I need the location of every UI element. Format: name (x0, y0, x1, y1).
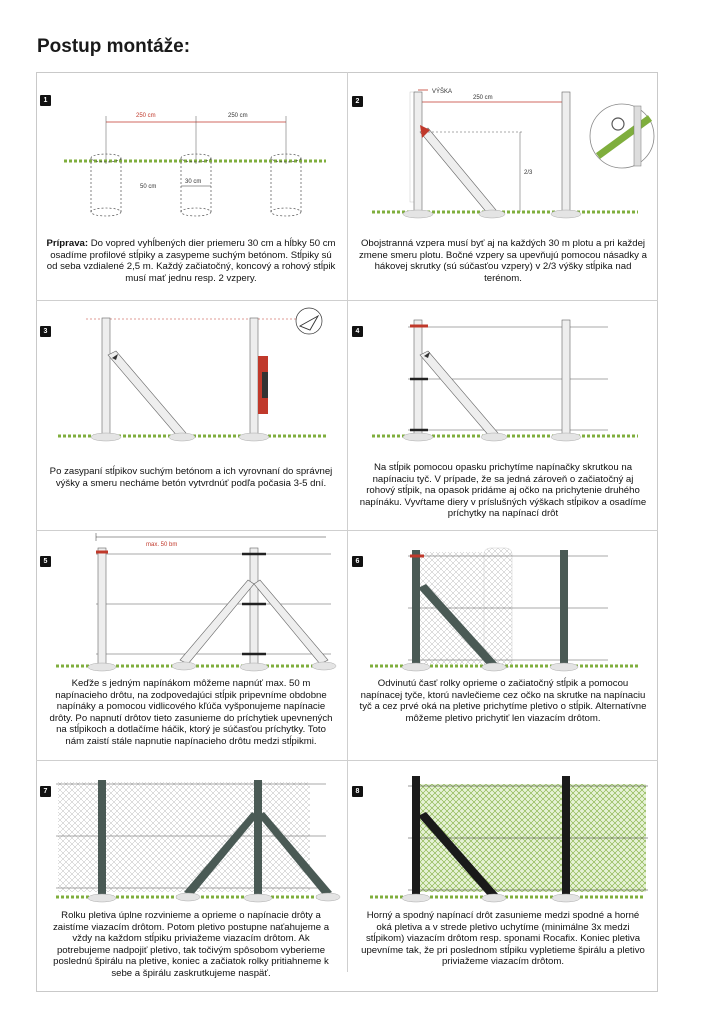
step-7-illustration (36, 760, 346, 920)
step-6-number: 6 (352, 556, 363, 567)
step-2-dist-label: 250 cm (473, 95, 493, 101)
step-4-illustration (348, 300, 658, 460)
step-2-ratio-label: 2/3 (524, 170, 533, 176)
page-title: Postup montáže: (37, 36, 191, 57)
step-2-panel (348, 72, 658, 300)
step-8-number: 8 (352, 786, 363, 797)
step-8-illustration (348, 760, 658, 920)
step-4-caption: Na stĺpik pomocou opasku prichytíme napínačky skrutkou na napínaciu tyč. V prípade, že sa jedná zároveň o začiatočný aj rohový stĺpik, na opasok pridáme aj očko na prichytenie druhého napínáku. Vyvŕtame diery v príslušných výškach stĺpikov a osadíme príchytky na napínací drôt (359, 462, 647, 519)
step-1-caption-text: Do vopred vyhĺbených dier priemeru 30 cm a hĺbky 50 cm osadíme profilové stĺpiky a zasypeme suchým betónom. Stĺpiky sú od seba vzdialené 2,5 m. Každý začiatočný, koncový a rohový stĺpik musí mať jednu resp. 2 vzpery. (46, 238, 336, 284)
step-1-hole-width: 30 cm (185, 179, 202, 185)
step-2-number: 2 (352, 96, 363, 107)
step-3-caption: Po zasypaní stĺpikov suchým betónom a ich vyrovnaní do správnej výšky a smeru necháme betón vytvrdnúť podľa počasia 3-5 dní. (49, 466, 333, 489)
step-8-panel (348, 760, 658, 992)
step-5-illustration (36, 530, 346, 690)
step-1-depth: 50 cm (140, 184, 157, 190)
step-5-panel (36, 530, 346, 760)
step-1-dist-b: 250 cm (228, 113, 248, 119)
step-5-number: 5 (40, 556, 51, 567)
step-2-caption: Obojstranná vzpera musí byť aj na každých 30 m plotu a pri každej zmene smeru plotu. Bočné vzpery sa upevňujú pomocou násadky a hákovej skrutky (sú súčasťou vzpery) v 2/3 výšky stĺpika nad terénom. (359, 238, 647, 284)
step-1-caption-bold: Príprava: (46, 238, 89, 249)
step-4-panel (348, 300, 658, 530)
step-2-height-label: VÝŠKA (432, 89, 453, 95)
step-7-caption: Rolku pletiva úplne rozvinieme a oprieme o napínacie drôty a zaistíme viazacím drôtom. Potom pletivo postupne naťahujeme a vždy na každom stĺpiku priviažeme viazacím drôtom. Ak potrebujeme nadpojiť pletivo, tak točivým spôsobom vyberieme poslednú špirálu na pletive, koniec a začiatok rolky pritiahneme k sebe a špirálu zaskrutkujeme naspäť. (52, 910, 330, 979)
step-7-number: 7 (40, 786, 51, 797)
step-3-number: 3 (40, 326, 51, 337)
step-1-caption (46, 238, 336, 284)
step-1-number: 1 (40, 95, 51, 106)
step-1-illustration (36, 72, 346, 232)
step-1-panel (36, 72, 346, 300)
step-3-illustration (36, 300, 346, 460)
step-4-number: 4 (352, 326, 363, 337)
step-5-caption: Keďže s jedným napínákom môžeme napnúť max. 50 m napínacieho drôtu, na zodpovedajúci stĺpik pripevníme obdobne napínáky a pomocou vidlicového kľúča vyšponujeme napínacie drôty. Po napnutí drôtov tieto zasunieme do príchytiek upevnených na stĺpikoch a dotlačíme háčik, ktorý je súčasťou príchytky. Toto nám zaistí stále napnutie napínacieho drôtu medzi stĺpikmi. (49, 678, 333, 747)
step-6-illustration (348, 530, 658, 690)
step-6-caption: Odvinutú časť rolky oprieme o začiatočný stĺpik a pomocou napínacej tyče, ktorú navlečieme cez očko na skrutke na napínaciu tyč a cez prvé oká na pletive prichytíme pletivo o stĺpik. Alternatívne môžeme pletivo prichytiť len viazacím drôtom. (359, 678, 647, 724)
step-1-dist-a: 250 cm (136, 113, 156, 119)
step-6-panel (348, 530, 658, 760)
step-5-max-label: max. 50 bm (146, 542, 178, 548)
step-8-caption: Horný a spodný napínací drôt zasunieme medzi spodné a horné oká pletiva a v strede pletivo uchytíme (minimálne 3x medzi stĺpikom) viazacím drôtom resp. sponami Rocafix. Koniec pletiva upevníme tak, že pri poslednom stĺpiku vypletieme špirálu a pletivo priviažeme viazacím drôtom. (361, 910, 645, 967)
step-3-panel (36, 300, 346, 530)
step-7-panel (36, 760, 346, 992)
step-2-illustration (348, 72, 658, 232)
